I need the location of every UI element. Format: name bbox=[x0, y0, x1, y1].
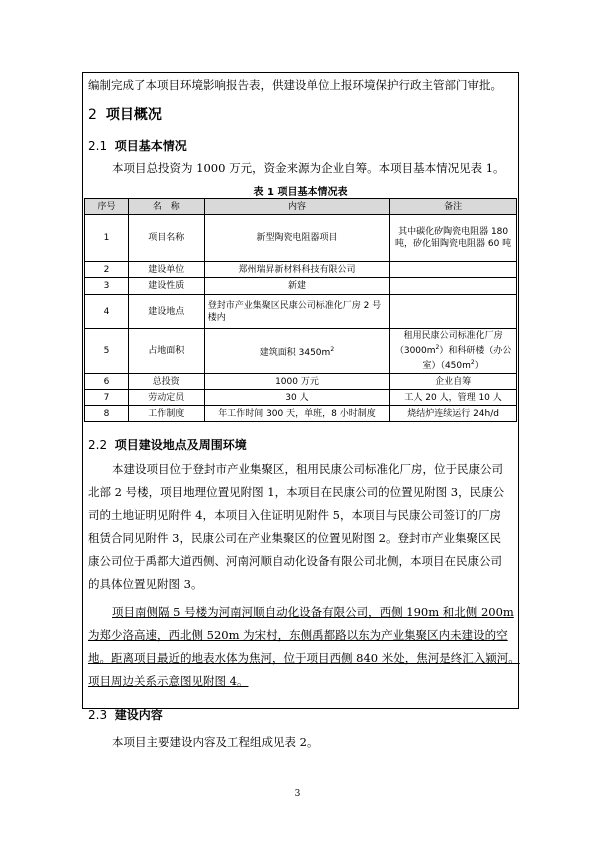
section-2-3-number: 2.3 bbox=[88, 708, 108, 722]
page-number: 3 bbox=[294, 789, 301, 799]
header-content: 内容 bbox=[204, 199, 390, 215]
cell-note bbox=[390, 278, 517, 295]
cell-name: 工作制度 bbox=[128, 406, 204, 422]
table-row bbox=[85, 329, 517, 374]
table-row bbox=[85, 278, 517, 295]
cell-name: 劳动定员 bbox=[128, 390, 204, 406]
paragraph-line: 项目周边关系示意图见附图 4。 bbox=[88, 674, 249, 688]
cell-name: 总投资 bbox=[128, 374, 204, 390]
paragraph-line: 康公司位于禹都大道西侧、河南河顺自动化设备有限公司北侧，本项目在民康公司 bbox=[88, 554, 502, 568]
paragraph-line: 北部 2 号楼，项目地理位置见附图 1，本项目在民康公司的位置见附图 3，民康公 bbox=[88, 485, 505, 499]
table-header-row bbox=[85, 199, 517, 215]
cell-note: 工人 20 人，管理 10 人 bbox=[390, 390, 517, 406]
header-no: 序号 bbox=[85, 199, 129, 215]
section-2-2-heading bbox=[88, 436, 247, 453]
paragraph-line: 为郑少洛高速，西北侧 520m 为宋村，东侧禹都路以东为产业集聚区内未建设的空 bbox=[88, 628, 508, 642]
paragraph-line: 项目南侧隔 5 号楼为河南河顺自动化设备有限公司，西侧 190m 和北侧 200m bbox=[112, 605, 514, 619]
superscript: 2 bbox=[330, 345, 335, 353]
cell-note: 烧结炉连续运行 24h/d bbox=[390, 406, 517, 422]
section-2-1-heading bbox=[88, 137, 187, 154]
section-2-2-title: 项目建设地点及周围环境 bbox=[114, 438, 247, 452]
cell-name: 建设地点 bbox=[128, 295, 204, 329]
section-2-1-title: 项目基本情况 bbox=[114, 139, 187, 153]
table-row bbox=[85, 406, 517, 422]
section-2-heading bbox=[88, 104, 162, 124]
section-2-1-number: 2.1 bbox=[88, 139, 108, 153]
paragraph-line: 的具体位置见附图 3。 bbox=[88, 577, 203, 591]
cell-no: 4 bbox=[85, 295, 129, 329]
section-2-number: 2 bbox=[88, 107, 97, 123]
cell-no: 2 bbox=[85, 262, 129, 278]
cell-note: 企业自筹 bbox=[390, 374, 517, 390]
section-2-2-number: 2.2 bbox=[88, 438, 108, 452]
cell-content: 年工作时间 300 天，单班，8 小时制度 bbox=[204, 406, 390, 422]
cell-name: 项目名称 bbox=[128, 215, 204, 262]
paragraph-line: 地。距离项目最近的地表水体为焦河，位于项目西侧 840 米处，焦河是终汇入颍河。 bbox=[88, 651, 520, 665]
cell-content: 郑州瑞昇新材料科技有限公司 bbox=[204, 262, 390, 278]
table-1 bbox=[84, 198, 517, 422]
cell-name: 占地面积 bbox=[128, 329, 204, 374]
cell-note bbox=[390, 295, 517, 329]
superscript: 2 bbox=[470, 359, 475, 366]
section-2-3-title: 建设内容 bbox=[114, 708, 163, 722]
cell-no: 1 bbox=[85, 215, 129, 262]
header-name: 名 称 bbox=[128, 199, 204, 215]
superscript: 2 bbox=[435, 344, 440, 351]
table-row bbox=[85, 374, 517, 390]
table-row bbox=[85, 262, 517, 278]
section-2-1-paragraph: 本项目总投资为 1000 万元，资金来源为企业自筹。本项目基本情况见表 1。 bbox=[112, 161, 505, 175]
header-note: 备注 bbox=[390, 199, 517, 215]
cell-no: 7 bbox=[85, 390, 129, 406]
cell-name: 建设性质 bbox=[128, 278, 204, 295]
area-text: 建筑面积 3450m bbox=[259, 347, 331, 358]
cell-content: 登封市产业集聚区民康公司标准化厂房 2 号楼内 bbox=[204, 295, 390, 329]
cell-content bbox=[204, 329, 390, 374]
cell-no: 8 bbox=[85, 406, 129, 422]
cell-note: 租用民康公司标准化厂房$(3000m^2)$和科研楼（办公室）$(450m^2)$ bbox=[390, 329, 517, 374]
cell-name: 建设单位 bbox=[128, 262, 204, 278]
paragraph-line: 司的土地证明见附件 4，本项目入住证明见附件 5，本项目与民康公司签订的厂房 bbox=[88, 508, 501, 522]
cell-content: 1000 万元 bbox=[204, 374, 390, 390]
cell-content: 新型陶瓷电阻器项目 bbox=[204, 215, 390, 262]
cell-no: 3 bbox=[85, 278, 129, 295]
cell-no: 6 bbox=[85, 374, 129, 390]
table-row bbox=[85, 390, 517, 406]
cell-no: 5 bbox=[85, 329, 129, 374]
cell-content: 30 人 bbox=[204, 390, 390, 406]
table-row bbox=[85, 215, 517, 262]
paragraph-line: 本建设项目位于登封市产业集聚区，租用民康公司标准化厂房，位于民康公司 bbox=[112, 462, 503, 476]
section-2-3-paragraph: 本项目主要建设内容及工程组成见表 2。 bbox=[112, 735, 319, 749]
cell-content: 新建 bbox=[204, 278, 390, 295]
cell-note: 其中碳化矽陶瓷电阻器 180 吨，矽化钼陶瓷电阻器 60 吨 bbox=[390, 215, 517, 262]
paragraph-line: 租赁合同见附件 3，民康公司在产业集聚区的位置见附图 2。登封市产业集聚区民 bbox=[88, 531, 501, 545]
table-1-caption: 表 1 项目基本情况表 bbox=[253, 187, 348, 198]
section-2-3-heading bbox=[88, 706, 163, 723]
intro-line: 编制完成了本项目环境影响报告表，供建设单位上报环境保护行政主管部门审批。 bbox=[88, 78, 502, 92]
table-row bbox=[85, 295, 517, 329]
cell-note bbox=[390, 262, 517, 278]
section-2-title: 项目概况 bbox=[105, 107, 162, 123]
